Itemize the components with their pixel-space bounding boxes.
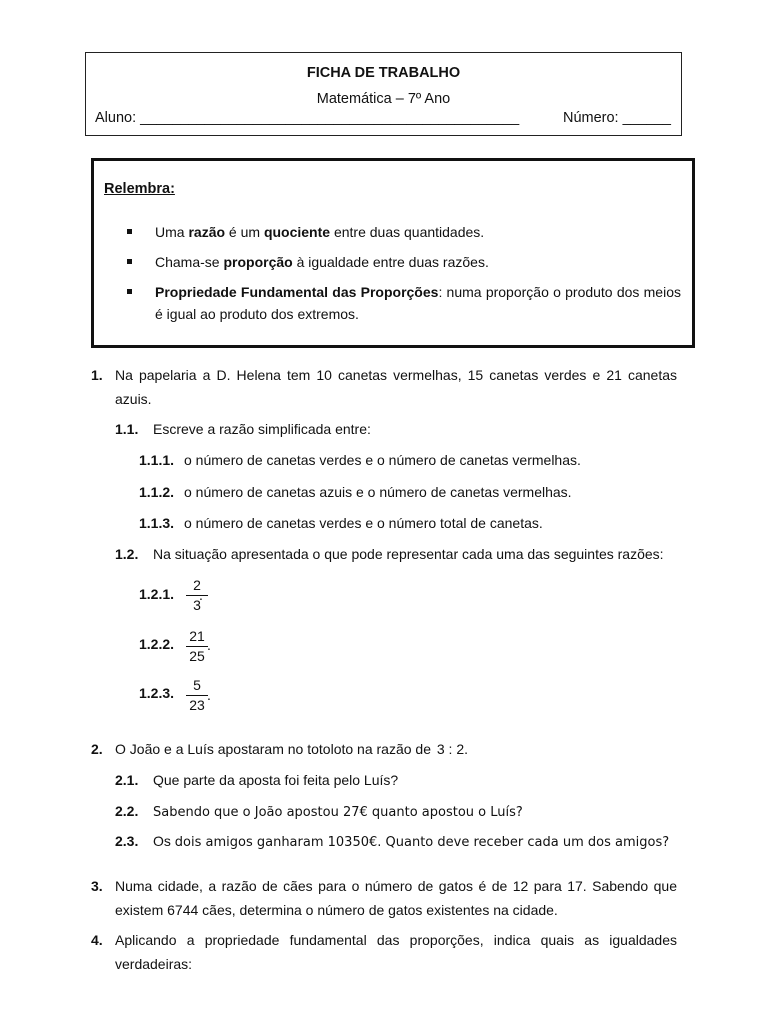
question-1-2-2 [139,632,184,656]
question-number: 1.2.1. [139,586,175,602]
question-1-2-3 [139,681,184,705]
fraction-bar [186,595,208,596]
worksheet-title: FICHA DE TRABALHO [306,65,461,81]
period: . [207,687,211,703]
question-number: 2.3. [115,833,139,849]
reminder-list [127,221,681,333]
question-number: 2. [91,741,103,757]
worksheet-header [85,52,682,136]
fraction-denominator: 23 [189,697,205,713]
question-2 [91,737,677,761]
period: . [207,637,211,653]
question-number: 1.2.3. [139,685,175,701]
student-number-field: Número: ______ [562,110,671,126]
question-text-cont: dois amigos ganharam 10350€. Quanto deve receber cada um dos amigos? [174,835,670,850]
question-2-1 [115,768,398,792]
fraction-bar [186,646,208,647]
question-number: 1.2. [115,546,139,562]
ratio: 3 : 2 [436,741,465,757]
fraction-numerator: 2 [193,577,201,593]
question-text: Sabendo que o João apostou 27€ quanto apostou o Luís? [153,805,523,820]
fraction [186,628,208,665]
question-number: 3. [91,878,103,894]
question-number: 1.1.3. [139,515,175,531]
period: . [199,587,203,603]
square-bullet-icon [127,259,132,264]
question-text: Na situação apresentada o que pode representar cada uma das seguintes razões: [153,546,664,562]
fraction [186,677,208,714]
question-2-3 [115,829,669,855]
fraction-numerator: 21 [189,628,205,644]
question-number: 1.2.2. [139,636,175,652]
question-1-1 [115,417,371,441]
question-1 [91,363,677,407]
worksheet-subtitle: Matemática – 7º Ano [316,91,451,107]
question-text: Escreve a razão simplificada entre: [153,421,371,437]
question-text: Os [153,833,175,849]
question-text: Que parte da aposta foi feita pelo Luís? [153,772,399,788]
question-number: 2.2. [115,803,139,819]
fraction-denominator: 25 [189,648,205,664]
square-bullet-icon [127,289,132,294]
question-text: o número de canetas verdes e o número de canetas vermelhas. [184,452,581,468]
question-number: 1.1. [115,421,139,437]
reminder-item: Uma razão é um quociente entre duas quantidades. [127,221,681,243]
question-text: Aplicando a propriedade fundamental das proporções, indica quais as igualdades verdadeiras: [115,932,677,972]
square-bullet-icon [127,229,132,234]
question-number: 1.1.1. [139,452,175,468]
question-3 [91,874,677,918]
fraction-bar [186,695,208,696]
reminder-title: Relembra: [104,181,175,197]
question-number: 4. [91,932,103,948]
question-number: 1.1.2. [139,484,175,500]
reminder-item: Propriedade Fundamental das Proporções: numa proporção o produto dos meios é igual ao produto dos extremos. [127,281,681,325]
question-text: O João e a Luís apostaram no totoloto na razão de 3 : 2. [115,741,469,757]
question-number: 1. [91,367,103,383]
question-text: o número de canetas azuis e o número de canetas vermelhas. [184,484,572,500]
question-2-2 [115,799,523,825]
fraction-denominator: 3 [193,597,201,613]
fraction [186,577,208,614]
student-info-row [95,110,672,126]
question-1-2-1 [139,582,184,606]
question-text: Numa cidade, a razão de cães para o número de gatos é de 12 para 17. Sabendo que existem 6744 cães, determina o número de gatos existentes na cidade. [115,878,677,918]
question-1-1-2 [139,480,572,504]
reminder-item: Chama-se proporção à igualdade entre duas razões. [127,251,681,273]
question-1-1-1 [139,448,581,472]
question-text: o número de canetas verdes e o número total de canetas. [184,515,543,531]
question-1-1-3 [139,511,543,535]
student-name-field: Aluno: _______________________________________________ [95,110,520,126]
question-4 [91,928,677,972]
fraction-numerator: 5 [193,677,201,693]
reminder-box [91,158,695,348]
question-1-2 [115,542,664,566]
question-text: Na papelaria a D. Helena tem 10 canetas vermelhas, 15 canetas verdes e 21 canetas azuis. [115,367,677,407]
question-number: 2.1. [115,772,139,788]
